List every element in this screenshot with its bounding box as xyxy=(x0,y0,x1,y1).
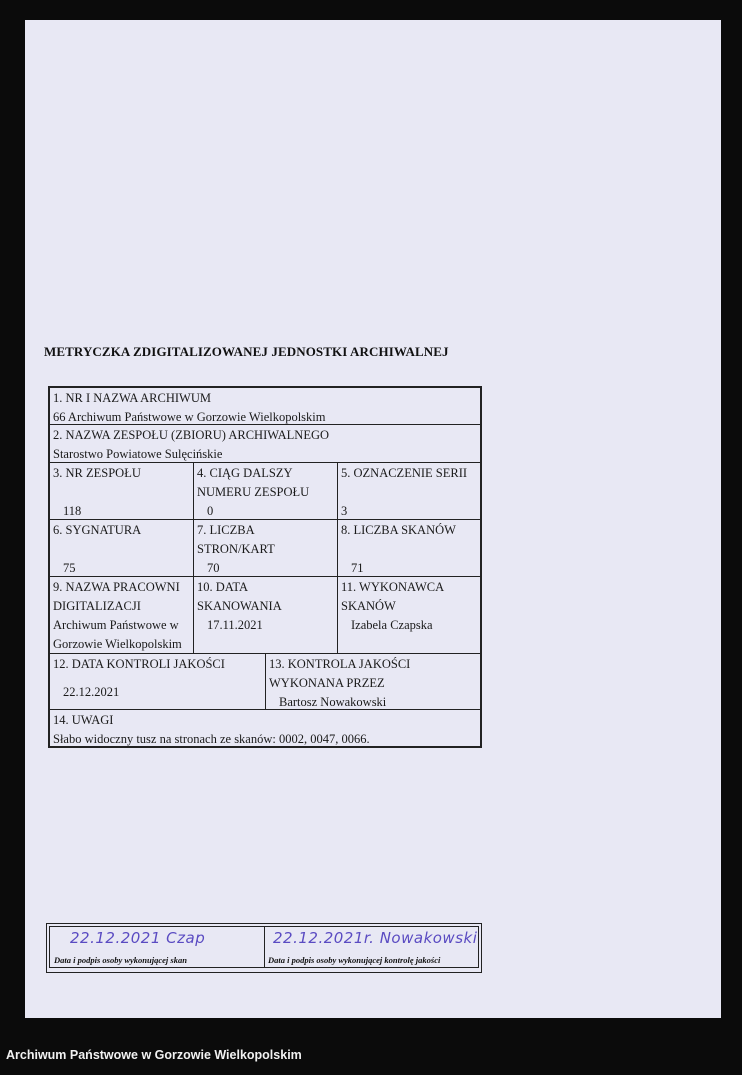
scan-handwritten-signature: 22.12.2021 Czap xyxy=(70,929,206,947)
field-fonds-continuation-value: 0 xyxy=(207,504,214,518)
field-remarks xyxy=(49,709,481,747)
field-scan-operator-value: Izabela Czapska xyxy=(351,618,433,632)
field-digitization-lab xyxy=(49,576,194,654)
field-series-label: 5. OZNACZENIE SERII xyxy=(341,466,468,480)
field-archive-value: 66 Archiwum Państwowe w Gorzowie Wielkopolskim xyxy=(53,410,326,424)
field-remarks-value: Słabo widoczny tusz na stronach ze skanów: 0002, 0047, 0066. xyxy=(53,732,370,746)
field-scan-operator-label: 11. WYKONAWCA SKANÓW xyxy=(341,580,444,613)
footer-archive-name: Archiwum Państwowe w Gorzowie Wielkopolskim xyxy=(6,1048,302,1062)
field-archive-label: 1. NR I NAZWA ARCHIWUM xyxy=(53,391,211,405)
field-remarks-label: 14. UWAGI xyxy=(53,713,114,727)
qc-handwritten-signature: 22.12.2021r. Nowakowski xyxy=(273,929,478,947)
field-qc-person-label: 13. KONTROLA JAKOŚCI WYKONANA PRZEZ xyxy=(269,657,411,690)
field-fonds-name-value: Starostwo Powiatowe Sulęcińskie xyxy=(53,447,223,461)
field-archive xyxy=(49,387,481,425)
field-fonds-number xyxy=(49,462,194,520)
field-scan-count xyxy=(337,519,481,577)
field-qc-person xyxy=(265,653,481,710)
field-page-count-value: 70 xyxy=(207,561,220,575)
field-signature xyxy=(49,519,194,577)
field-scan-date-label: 10. DATA SKANOWANIA xyxy=(197,580,282,613)
qc-signature-caption: Data i podpis osoby wykonującej kontrolę jakości xyxy=(268,955,441,965)
field-digitization-lab-label: 9. NAZWA PRACOWNI DIGITALIZACJI xyxy=(53,580,180,613)
field-qc-date-label: 12. DATA KONTROLI JAKOŚCI xyxy=(53,657,225,671)
field-signature-value: 75 xyxy=(63,561,76,575)
scan-signature-caption: Data i podpis osoby wykonującej skan xyxy=(54,955,187,965)
field-fonds-number-label: 3. NR ZESPOŁU xyxy=(53,466,141,480)
field-fonds-name-label: 2. NAZWA ZESPOŁU (ZBIORU) ARCHIWALNEGO xyxy=(53,428,330,442)
document-title: METRYCZKA ZDIGITALIZOWANEJ JEDNOSTKI ARCHIWALNEJ xyxy=(44,344,449,359)
field-fonds-number-value: 118 xyxy=(63,504,82,518)
scan-signature-box xyxy=(49,926,265,968)
field-qc-person-value: Bartosz Nowakowski xyxy=(279,695,387,709)
metadata-card xyxy=(48,386,482,748)
footer-bar xyxy=(0,1038,742,1075)
field-fonds-continuation-label: 4. CIĄG DALSZY NUMERU ZESPOŁU xyxy=(197,466,310,499)
field-scan-count-value: 71 xyxy=(351,561,364,575)
field-digitization-lab-value: Archiwum Państwowe w Gorzowie Wielkopolskim xyxy=(53,618,182,651)
field-page-count xyxy=(193,519,338,577)
field-page-count-label: 7. LICZBA STRON/KART xyxy=(197,523,275,556)
field-signature-label: 6. SYGNATURA xyxy=(53,523,142,537)
qc-signature-box xyxy=(264,926,479,968)
field-series-value: 3 xyxy=(341,504,348,518)
field-scan-date-value: 17.11.2021 xyxy=(207,618,263,632)
signature-block xyxy=(46,923,482,973)
field-fonds-continuation xyxy=(193,462,338,520)
field-qc-date xyxy=(49,653,266,710)
field-scan-operator xyxy=(337,576,481,654)
field-fonds-name xyxy=(49,424,481,463)
field-qc-date-value: 22.12.2021 xyxy=(63,685,120,699)
field-series xyxy=(337,462,481,520)
field-scan-count-label: 8. LICZBA SKANÓW xyxy=(341,523,456,537)
field-scan-date xyxy=(193,576,338,654)
